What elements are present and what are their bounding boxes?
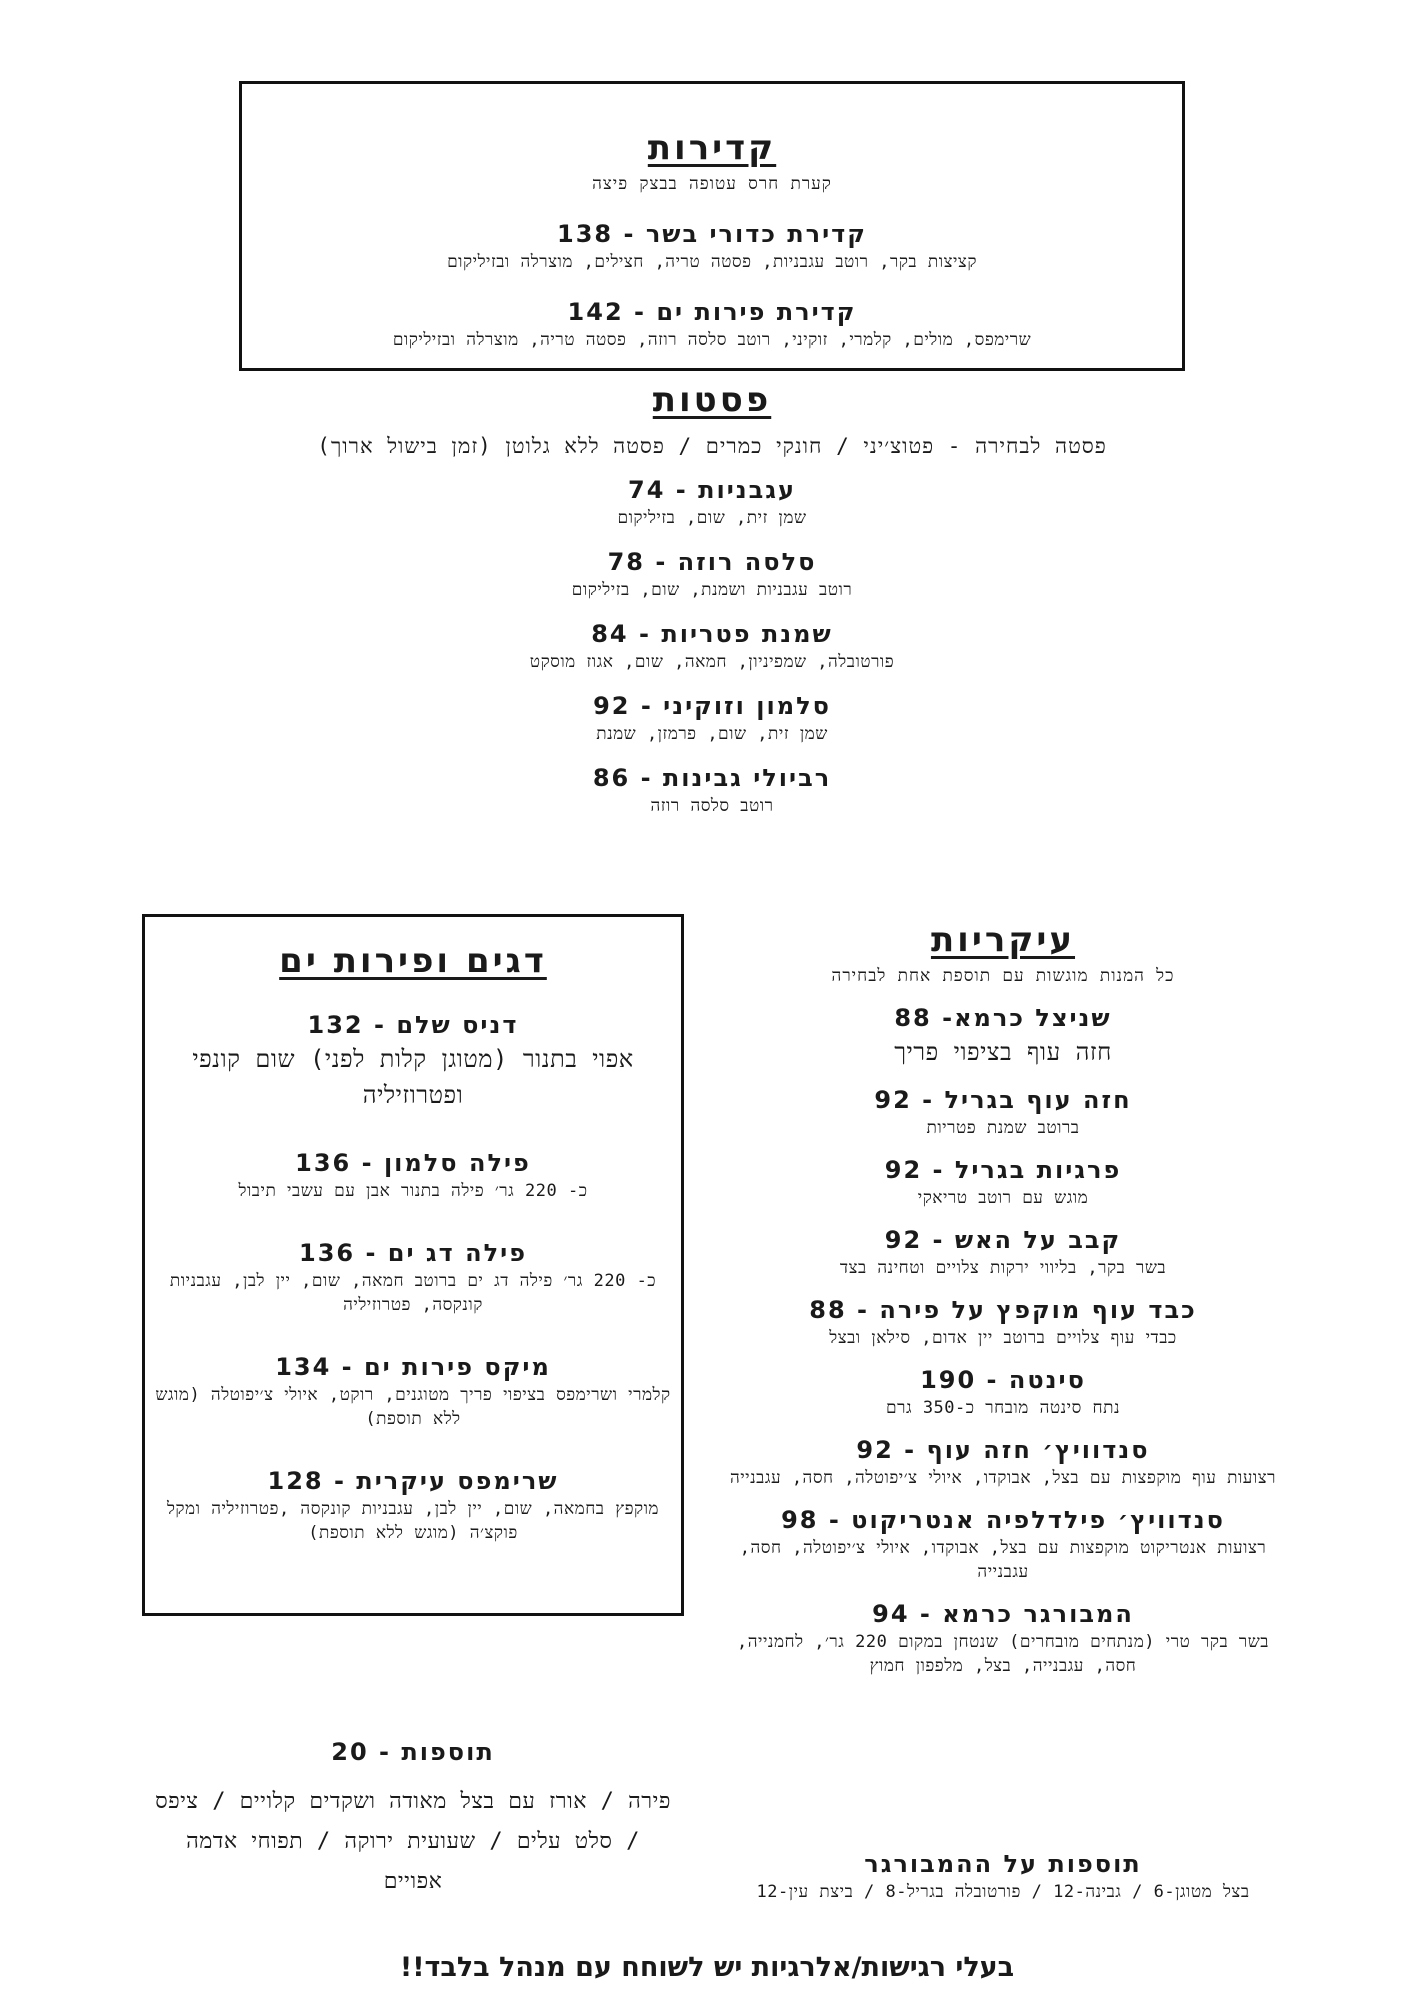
item-name: שניצל כרמא- 88 (894, 1004, 1112, 1032)
item-description: שמן זית, שום, בזיליקום (617, 508, 807, 528)
menu-item (242, 218, 1182, 274)
item-description: מוקפץ בחמאה, שום, יין לבן, עגבניות קונקסה ,פטרוזיליה ומקל פוקצ׳ה (מוגש ללא תוספת) (166, 1499, 660, 1543)
item-name: פרגיות בגריל - 92 (884, 1156, 1122, 1184)
additions-section (142, 1736, 684, 1902)
menu-item (239, 762, 1185, 818)
additions-list: פירה / אורז עם בצל מאודה ושקדים קלויים / ציפס / סלט עלים / שעועית ירוקה / תפוחי אדמה אפויים (155, 1789, 671, 1894)
menu-item (145, 1237, 681, 1317)
item-name: סינטה - 190 (920, 1366, 1086, 1394)
item-description: מוגש עם רוטב טריאקי (917, 1188, 1089, 1208)
mains-note: כל המנות מוגשות עם תוספת אחת לבחירה (831, 966, 1175, 986)
item-name: פילה דג ים - 136 (299, 1239, 527, 1267)
item-name: סנדוויץ׳ פילדלפיה אנטריקוט - 98 (781, 1506, 1225, 1534)
item-name: עגבניות - 74 (628, 476, 796, 504)
item-description: פורטובלה, שמפיניון, חמאה, שום, אגוז מוסקט (529, 652, 895, 672)
additions-title: תוספות - 20 (331, 1738, 495, 1766)
menu-item (722, 1434, 1284, 1490)
menu-item (722, 1084, 1284, 1140)
menu-item (722, 1002, 1284, 1070)
menu-item (722, 1598, 1284, 1678)
item-name: קדירת כדורי בשר - 138 (557, 220, 867, 248)
menu-item (242, 296, 1182, 352)
casseroles-title: קדירות (647, 128, 777, 168)
item-description: בשר בקר, בליווי ירקות צלויים וטחינה בצד (839, 1258, 1167, 1278)
item-description: רצועות אנטריקוט מוקפצות עם בצל, אבוקדו, איולי צ׳יפוטלה, חסה, עגבנייה (739, 1538, 1267, 1582)
item-name: סלסה רוזה - 78 (607, 548, 817, 576)
burger-extras-title: תוספות על ההמבורגר (864, 1850, 1142, 1878)
item-description: כ- 220 גר׳ פילה דג ים ברוטב חמאה, שום, יין לבן, עגבניות קונקסה, פטרוזיליה (169, 1271, 657, 1315)
menu-item (722, 1294, 1284, 1350)
item-description: קלמרי ושרימפס בציפוי פריך מטוגנים, רוקט, איולי צ׳יפוטלה (מוגש ללא תוספת) (155, 1385, 671, 1429)
casseroles-section (239, 81, 1185, 371)
pastas-note: פסטה לבחירה - פטוצ׳יני / חונקי כמרים / פסטה ללא גלוטן (זמן בישול ארוך) (317, 434, 1107, 458)
menu-item (239, 474, 1185, 530)
item-name: חזה עוף בגריל - 92 (874, 1086, 1132, 1114)
mains-section (722, 918, 1284, 1678)
fish-seafood-title: דגים ופירות ים (279, 941, 547, 981)
burger-extras-section (722, 1848, 1284, 1904)
menu-item (239, 690, 1185, 746)
menu-item (239, 546, 1185, 602)
pastas-title: פסטות (652, 380, 772, 420)
item-name: סנדוויץ׳ חזה עוף - 92 (856, 1436, 1150, 1464)
item-description: קציצות בקר, רוטב עגבניות, פסטה טריה, חצילים, מוצרלה ובזיליקום (447, 252, 977, 272)
item-description: רצועות עוף מוקפצות עם בצל, אבוקדו, איולי צ׳יפוטלה, חסה, עגבנייה (729, 1468, 1277, 1488)
burger-extras-list: בצל מטוגן-6 / גבינה-12 / פורטובלה בגריל-8 / ביצת עין-12 (756, 1882, 1250, 1902)
item-description: כבדי עוף צלויים ברוטב יין אדום, סילאן ובצל (829, 1328, 1177, 1348)
item-description: שרימפס, מולים, קלמרי, זוקיני, רוטב סלסה רוזה, פסטה טריה, מוצרלה ובזיליקום (392, 330, 1032, 350)
item-name: דניס שלם - 132 (307, 1011, 519, 1039)
menu-item (722, 1224, 1284, 1280)
casseroles-note: קערת חרס עטופה בבצק פיצה (592, 174, 832, 194)
item-description: נתח סינטה מובחר כ-350 גרם (886, 1398, 1120, 1418)
item-name: כבד עוף מוקפץ על פירה - 88 (809, 1296, 1197, 1324)
menu-item (145, 1465, 681, 1545)
pastas-section (239, 378, 1185, 818)
item-name: רביולי גבינות - 86 (592, 764, 832, 792)
item-description: בשר בקר טרי (מנתחים מובחרים) שנטחן במקום 220 גר׳, לחמנייה, חסה, עגבנייה, בצל, מלפפון חמוץ (736, 1632, 1270, 1676)
mains-title: עיקריות (930, 920, 1076, 960)
item-name: קבב על האש - 92 (884, 1226, 1122, 1254)
item-name: פילה סלמון - 136 (295, 1149, 531, 1177)
item-name: קדירת פירות ים - 142 (567, 298, 857, 326)
menu-item (145, 1009, 681, 1113)
item-name: מיקס פירות ים - 134 (275, 1353, 551, 1381)
menu-item (239, 618, 1185, 674)
item-name: שרימפס עיקרית - 128 (267, 1467, 559, 1495)
item-name: שמנת פטריות - 84 (591, 620, 833, 648)
fish-seafood-section (142, 914, 684, 1616)
item-description: כ- 220 גר׳ פילה בתנור אבן עם עשבי תיבול (238, 1181, 588, 1201)
item-description: ברוטב שמנת פטריות (926, 1118, 1080, 1138)
item-description: חזה עוף בציפוי פריך (894, 1038, 1112, 1066)
item-description: שמן זית, שום, פרמזן, שמנת (596, 724, 828, 744)
item-description: אפוי בתנור (מטוגן קלות לפני) שום קונפי ופטרוזיליה (192, 1045, 634, 1109)
menu-item (722, 1504, 1284, 1584)
item-name: סלמון וזוקיני - 92 (593, 692, 831, 720)
item-description: רוטב עגבניות ושמנת, שום, בזיליקום (571, 580, 853, 600)
item-description: רוטב סלסה רוזה (650, 796, 774, 816)
menu-item (722, 1364, 1284, 1420)
menu-item (145, 1147, 681, 1203)
menu-item (145, 1351, 681, 1431)
menu-item (722, 1154, 1284, 1210)
allergy-notice: בעלי רגישות/אלרגיות יש לשוחח עם מנהל בלבד!! (399, 1952, 1015, 1983)
item-name: המבורגר כרמא - 94 (872, 1600, 1134, 1628)
